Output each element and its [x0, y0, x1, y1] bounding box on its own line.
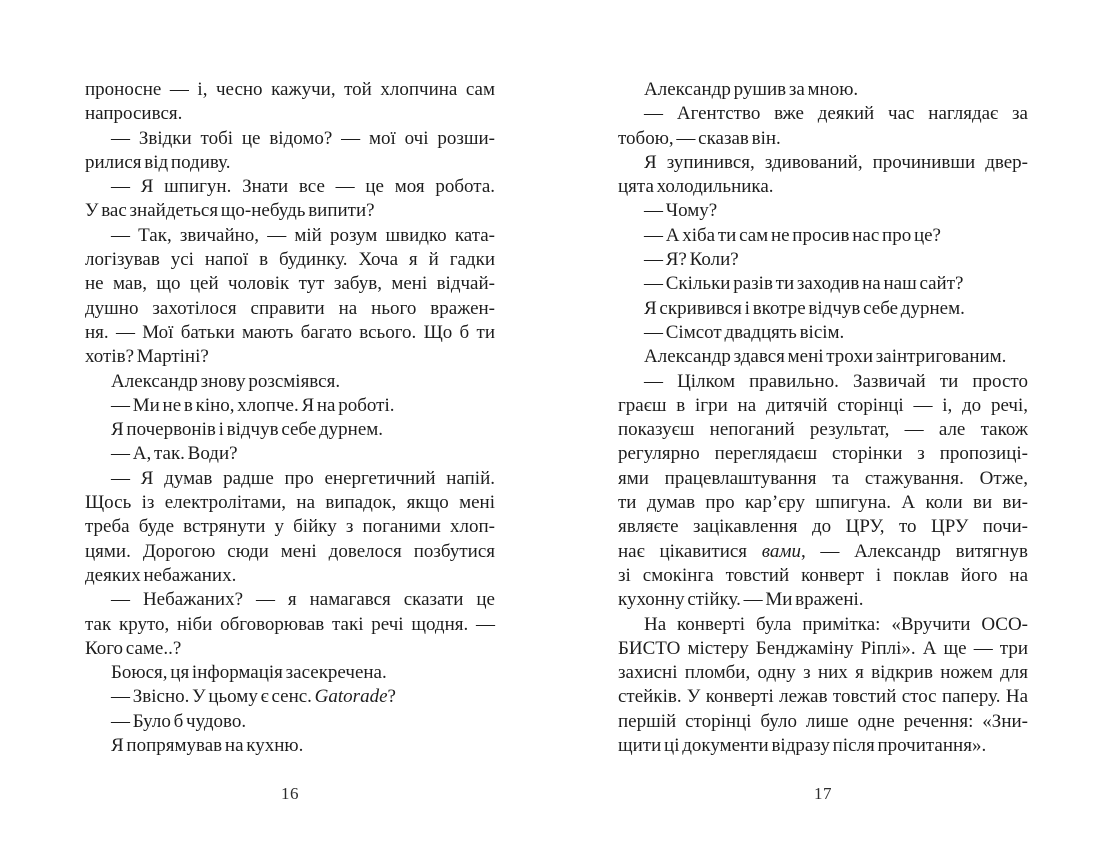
text-line: стейків. У конверті лежав товстий стос паперу. На: [618, 686, 1028, 708]
text-line: так круто, ніби обговорював такі речі щодня. —: [85, 613, 495, 635]
text-line: — А хіба ти сам не просив нас про це?: [644, 224, 941, 246]
text-line: Я попрямував на кухню.: [111, 735, 304, 757]
text-line: зі смокінга товстий конверт і поклав його на: [618, 564, 1028, 586]
page-right: [618, 78, 1028, 838]
text-line: регулярно переглядаєш сторінки з пропозиці-: [618, 443, 1028, 465]
text-line: ти думав про кар’єру шпигуна. А коли ви ви-: [618, 492, 1028, 514]
text-line: граєш в ігри на дитячій сторінці — і, до речі,: [618, 394, 1028, 416]
text-line: — Чому?: [644, 200, 718, 222]
text-line: — Так, звичайно, — мій розум швидко ката-: [111, 224, 495, 246]
text-line: — Звісно. У цьому є сенс. Gatorade?: [111, 686, 396, 708]
text-line: — Агентство вже деякий час наглядає за: [644, 103, 1028, 125]
text-line: логізував усі напої в будинку. Хоча я й гадки: [85, 249, 495, 271]
text-line: кухонну стійку. — Ми вражені.: [618, 589, 864, 611]
text-line: нає цікавитися вами, — Александр витягнув: [618, 540, 1028, 562]
text-line: — Я думав радше про енергетичний напій.: [111, 467, 495, 489]
text-line: щити ці документи відразу після прочитання».: [618, 735, 987, 757]
text-line: У вас знайдеться що-небудь випити?: [85, 200, 375, 222]
text-line: Кого саме..?: [85, 637, 182, 659]
text-line: тобою, — сказав він.: [618, 127, 781, 149]
text-line: Александр здався мені трохи заінтригованим.: [644, 346, 1007, 368]
text-line: Боюся, ця інформація засекречена.: [111, 662, 387, 684]
text-line: ями працевлаштування та стажування. Отже,: [618, 467, 1028, 489]
text-line: — Звідки тобі це відомо? — мої очі розши-: [111, 127, 495, 149]
text-line: захисні пломби, одну з них я відкрив ножем для: [618, 662, 1028, 684]
text-line: — А, так. Води?: [111, 443, 238, 465]
page-number-left: 16: [281, 784, 299, 803]
page-number-right: 17: [814, 784, 832, 803]
text-line: — Сімсот двадцять вісім.: [644, 321, 845, 343]
text-line: Александр знову розсміявся.: [111, 370, 341, 392]
text-line: душно захотілося справити на нього вражен-: [85, 297, 495, 319]
text-line: не мав, що цей чоловік тут забув, мені відчай-: [85, 273, 495, 295]
page-right-text: [618, 78, 1028, 758]
text-line: цями. Дорогою сюди мені довелося позбутися: [85, 540, 495, 562]
text-line: — Цілком правильно. Зазвичай ти просто: [644, 370, 1028, 392]
text-line: показуєш непоганий результат, — але також: [618, 419, 1028, 441]
text-line: деяких небажаних.: [85, 564, 237, 586]
text-line: хотів? Мартіні?: [85, 346, 209, 368]
text-line: рилися від подиву.: [85, 151, 231, 173]
text-line: Я скривився і вкотре відчув себе дурнем.: [644, 297, 965, 319]
text-line: треба буде встрянути у бійку з поганими хлоп-: [85, 516, 495, 538]
text-line: Я зупинився, здивований, прочинивши двер-: [644, 151, 1028, 173]
text-line: — Я шпигун. Знати все — це моя робота.: [111, 176, 495, 198]
text-line: являєте зацікавлення до ЦРУ, то ЦРУ почи-: [618, 516, 1028, 538]
text-line: ня. — Мої батьки мають багато всього. Що б ти: [85, 321, 495, 343]
text-line: — Було б чудово.: [111, 710, 247, 732]
text-line: цята холодильника.: [618, 176, 774, 198]
page-left: [85, 78, 495, 838]
text-line: На конверті була примітка: «Вручити ОСО-: [644, 613, 1028, 635]
text-line: — Небажаних? — я намагався сказати це: [111, 589, 495, 611]
text-line: проносне — і, чесно кажучи, той хлопчина сам: [85, 79, 495, 100]
text-line: — Скільки разів ти заходив на наш сайт?: [644, 273, 964, 295]
text-line: Щось із електролітами, на випадок, якщо мені: [85, 492, 495, 514]
text-line: — Ми не в кіно, хлопче. Я на роботі.: [111, 394, 395, 416]
text-line: Я почервонів і відчув себе дурнем.: [111, 419, 384, 441]
text-line: першій сторінці було лише одне речення: «Зни-: [618, 710, 1028, 732]
text-line: БИСТО містеру Бенджаміну Ріплі». А ще — три: [618, 637, 1028, 659]
page-left-text: [85, 78, 495, 758]
text-line: Александр рушив за мною.: [644, 79, 859, 100]
text-line: — Я? Коли?: [644, 249, 739, 271]
text-line: напросився.: [85, 103, 183, 125]
